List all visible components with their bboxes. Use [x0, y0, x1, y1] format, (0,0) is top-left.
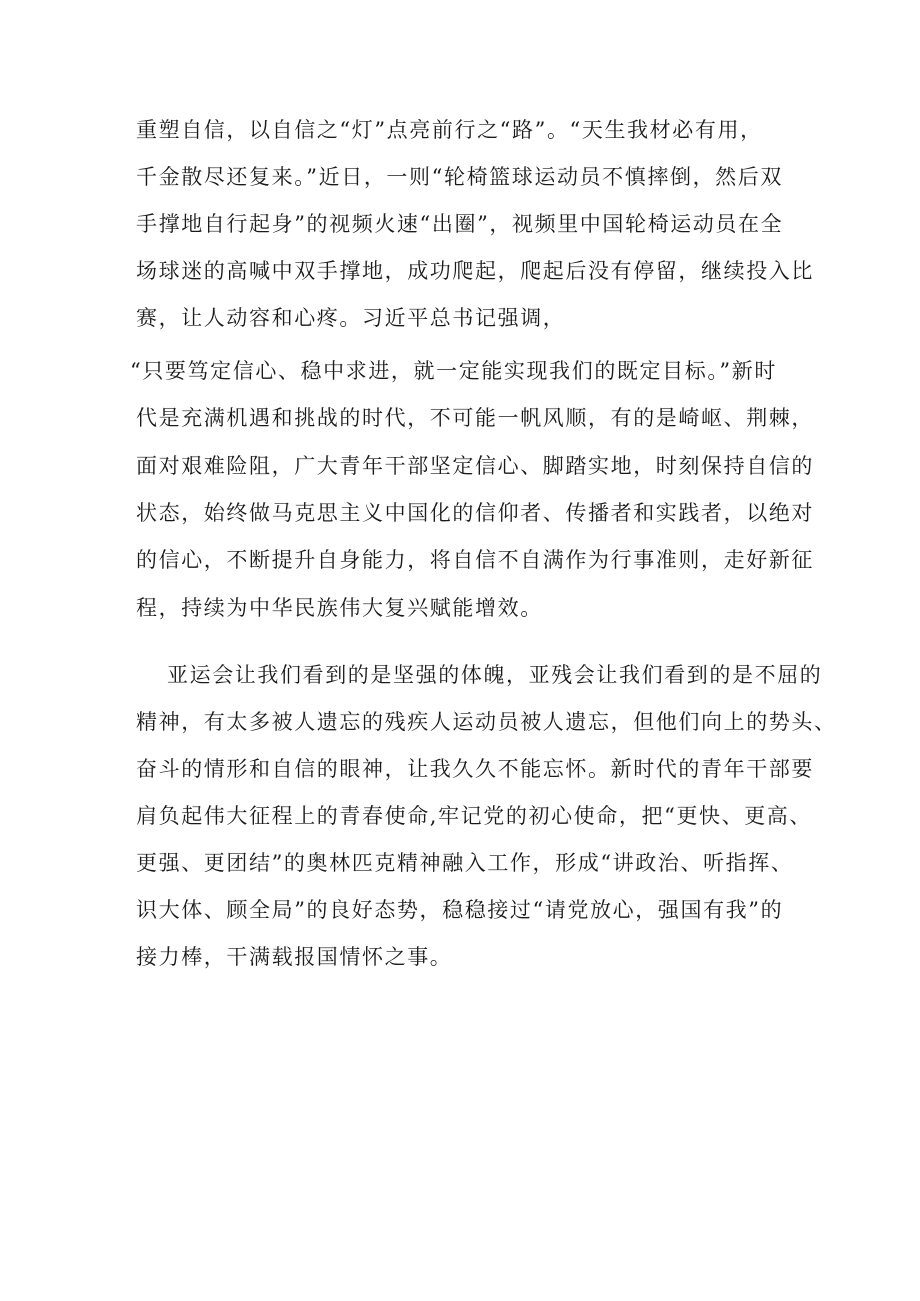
paragraph-line: 手撑地自行起身”的视频火速“出圈”，视频里中国轮椅运动员在全 [136, 212, 784, 236]
paragraph-line: 奋斗的情形和自信的眼神，让我久久不能忘怀。新时代的青年干部要 [136, 757, 814, 781]
paragraph-line: 更强、更团结”的奥林匹克精神融入工作，形成“讲政治、听指挥、 [136, 851, 794, 875]
paragraph-line: 的信心，不断提升自身能力，将自信不自满作为行事准则，走好新征 [136, 548, 814, 572]
paragraph-line: 精神，有太多被人遗忘的残疾人运动员被人遗忘，但他们向上的势头、 [136, 710, 837, 734]
paragraph-line: 重塑自信，以自信之“灯”点亮前行之“路”。“天生我材必有用， [136, 118, 763, 142]
paragraph-line: 亚运会让我们看到的是坚强的体魄，亚残会让我们看到的是不屈的 [167, 663, 823, 687]
paragraph-line: 面对艰难险阻，广大青年干部坚定信心、脚踏实地，时刻保持自信的 [136, 454, 814, 478]
paragraph-line: 代是充满机遇和挑战的时代，不可能一帆风顺，有的是崎岖、荆棘， [136, 406, 814, 430]
paragraph-line: 程，持续为中华民族伟大复兴赋能增效。 [136, 596, 543, 620]
paragraph-line: 接力棒，干满载报国情怀之事。 [136, 945, 453, 969]
paragraph-line: “只要笃定信心、稳中求进，就一定能实现我们的既定目标。”新时 [130, 359, 777, 383]
paragraph-line: 状态，始终做马克思主义中国化的信仰者、传播者和实践者，以绝对 [136, 501, 814, 525]
paragraph-line: 肩负起伟大征程上的青春使命,牢记党的初心使命，把“更快、更高、 [136, 804, 813, 828]
paragraph-line: 场球迷的高喊中双手撑地，成功爬起，爬起后没有停留，继续投入比 [136, 259, 814, 283]
paragraph-line: 赛，让人动容和心疼。习近平总书记强调， [136, 306, 566, 330]
paragraph-line: 识大体、顾全局”的良好态势，稳稳接过“请党放心，强国有我”的 [136, 898, 784, 922]
paragraph-line: 千金散尽还复来。”近日，一则“轮椅篮球运动员不慎摔倒，然后双 [136, 165, 783, 189]
